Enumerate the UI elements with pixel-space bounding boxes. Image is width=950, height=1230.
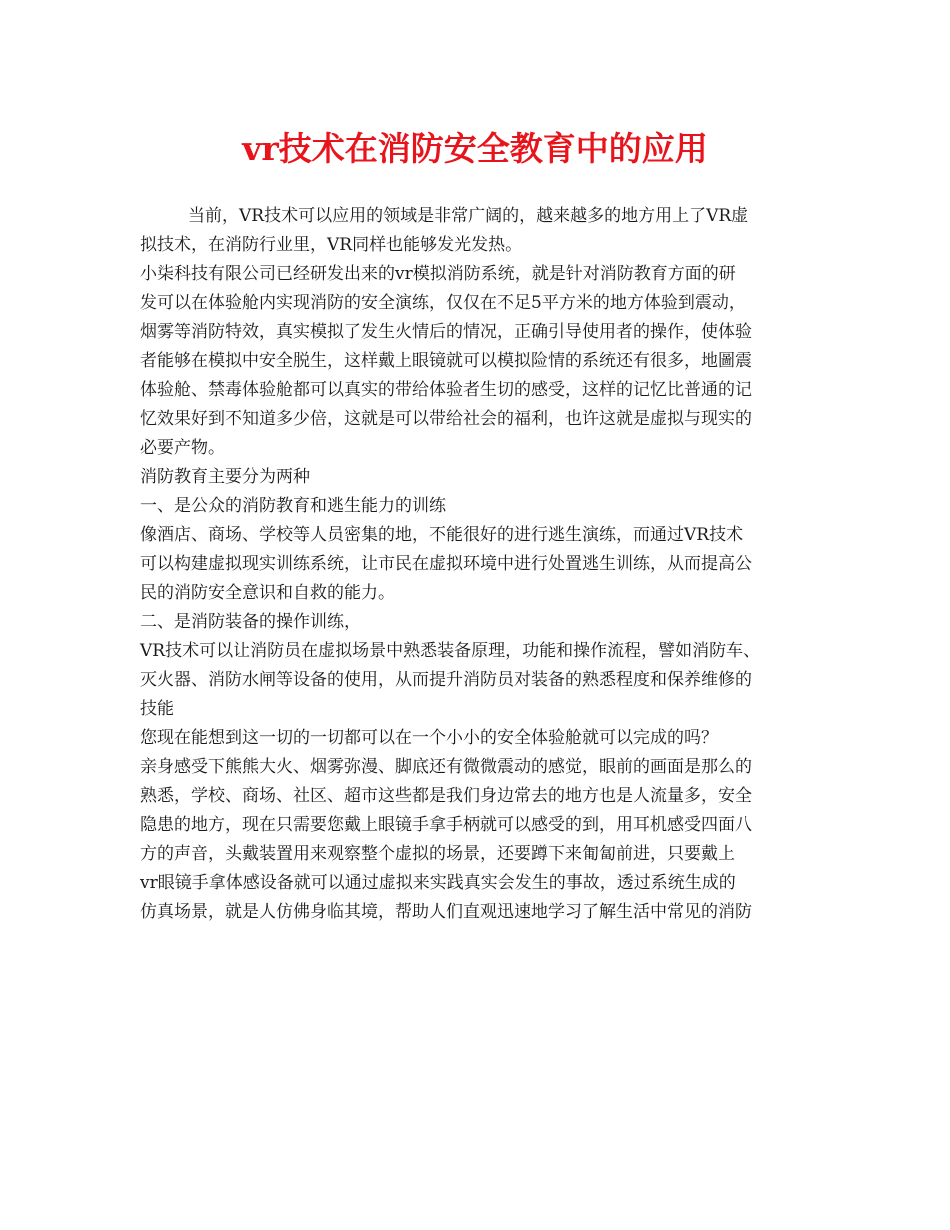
text-line: 方的声音，头戴装置用来观察整个虚拟的场景，还要蹲下来匍匐前进，只要戴上 (140, 844, 735, 864)
section-heading: 一、是公众的消防教育和逃生能力的训练 (140, 496, 446, 516)
page-title: vr技术在消防安全教育中的应用 (242, 129, 708, 168)
text-line: 必要产物。 (140, 438, 225, 458)
text-line: 灭火器、消防水闸等设备的使用，从而提升消防员对装备的熟悉程度和保养维修的 (140, 670, 752, 690)
text-line: 小柒科技有限公司已经研发出来的vr模拟消防系统，就是针对消防教育方面的研 (140, 264, 736, 284)
text-line: 技能 (140, 699, 174, 719)
text-line: 拟技术，在消防行业里，VR同样也能够发光发热。 (140, 235, 523, 255)
text-line: 烟雾等消防特效，真实模拟了发生火情后的情况，正确引导使用者的操作，使体验 (140, 322, 752, 342)
text-line: 者能够在模拟中安全脱生，这样戴上眼镜就可以模拟险情的系统还有很多，地圖震 (140, 351, 752, 371)
text-line: 发可以在体验舱内实现消防的安全演练，仅仅在不足5平方米的地方体验到震动， (140, 293, 746, 313)
text-line: 亲身感受下熊熊大火、烟雾弥漫、脚底还有微微震动的感觉，眼前的画面是那么的 (140, 757, 752, 777)
text-line: 熟悉，学校、商场、社区、超市这些都是我们身边常去的地方也是人流量多，安全 (140, 786, 752, 806)
document-body (140, 202, 820, 927)
section-heading: 消防教育主要分为两种 (140, 467, 310, 487)
text-line: vr眼镜手拿体感设备就可以通过虚拟来实践真实会发生的事故，透过系统生成的 (140, 873, 736, 893)
text-line: 体验舱、禁毒体验舱都可以真实的带给体验者生切的感受，这样的记忆比普通的记 (140, 380, 752, 400)
text-line: 忆效果好到不知道多少倍，这就是可以带给社会的福利，也许这就是虚拟与现实的 (140, 409, 752, 429)
text-line: 当前，VR技术可以应用的领域是非常广阔的，越来越多的地方用上了VR虚 (188, 206, 749, 226)
text-line: 民的消防安全意识和自救的能力。 (140, 583, 395, 603)
text-line: 隐患的地方，现在只需要您戴上眼镜手拿手柄就可以感受的到，用耳机感受四面八 (140, 815, 752, 835)
text-line: 您现在能想到这一切的一切都可以在一个小小的安全体验舱就可以完成的吗？ (140, 728, 718, 748)
text-line: 可以构建虚拟现实训练系统，让市民在虚拟环境中进行处置逃生训练，从而提高公 (140, 554, 752, 574)
text-line: 像酒店、商场、学校等人员密集的地，不能很好的进行逃生演练，而通过VR技术 (140, 525, 744, 545)
text-line: VR技术可以让消防员在虚拟场景中熟悉装备原理，功能和操作流程，譬如消防车、 (140, 641, 761, 661)
text-line: 仿真场景，就是人仿佛身临其境，帮助人们直观迅速地学习了解生活中常见的消防 (140, 902, 752, 922)
section-heading: 二、是消防装备的操作训练， (140, 612, 361, 632)
